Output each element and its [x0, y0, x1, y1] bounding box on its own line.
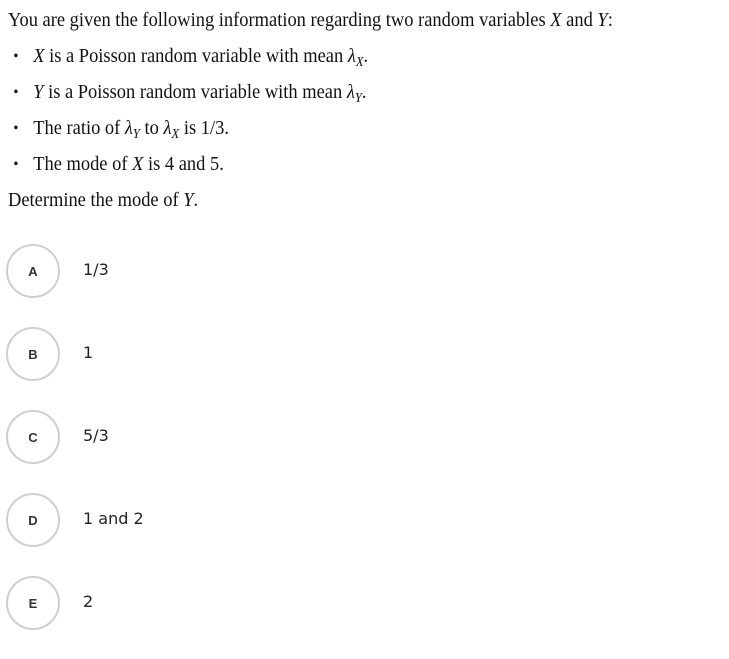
- bullet2-text: is a Poisson random variable with mean: [43, 81, 347, 103]
- variable-y: Y: [597, 9, 608, 31]
- bullet2-subscript: Y: [354, 91, 362, 106]
- bullet1-text: is a Poisson random variable with mean: [44, 45, 348, 67]
- bullet2-var: Y: [33, 81, 44, 103]
- bullet1-var: X: [33, 45, 45, 67]
- bullet-mode-x: [8, 146, 652, 182]
- bullet-icon: •: [13, 156, 19, 173]
- prompt-var: Y: [183, 189, 194, 211]
- option-letter-circle[interactable]: B: [6, 327, 60, 381]
- bullet-icon: •: [13, 120, 19, 137]
- option-b[interactable]: [6, 327, 406, 410]
- bullet3-subscript-x: X: [171, 127, 180, 142]
- and-text: and: [566, 9, 593, 31]
- option-e[interactable]: [6, 576, 406, 659]
- bullet1-subscript: X: [355, 55, 364, 70]
- option-d[interactable]: [6, 493, 406, 576]
- intro-colon: :: [607, 9, 613, 31]
- option-text[interactable]: 2: [83, 592, 94, 611]
- question-text: [8, 2, 652, 218]
- option-c[interactable]: [6, 410, 406, 493]
- lambda-symbol: λ: [346, 81, 355, 103]
- bullet3-post: is 1/3.: [179, 117, 229, 139]
- answer-options: [6, 244, 406, 659]
- question-intro: [8, 2, 652, 38]
- lambda-symbol: λ: [163, 117, 172, 139]
- option-text[interactable]: 1/3: [83, 260, 109, 279]
- option-letter-circle[interactable]: A: [6, 244, 60, 298]
- bullet-x-poisson: [8, 38, 652, 74]
- option-text[interactable]: 1 and 2: [83, 509, 144, 528]
- bullet2-end: .: [361, 81, 367, 103]
- option-text[interactable]: 1: [83, 343, 94, 362]
- bullet3-mid: to: [139, 117, 164, 139]
- bullet-icon: •: [13, 48, 19, 65]
- question-prompt: [8, 182, 652, 218]
- bullet4-var: X: [132, 153, 144, 175]
- option-letter-circle[interactable]: E: [6, 576, 60, 630]
- bullet-y-poisson: [8, 74, 652, 110]
- bullet4-pre: The mode of: [33, 153, 133, 175]
- prompt-end: .: [193, 189, 199, 211]
- bullet3-pre: The ratio of: [33, 117, 125, 139]
- intro-text: You are given the following information regarding two random variables: [8, 9, 546, 31]
- lambda-symbol: λ: [347, 45, 356, 67]
- bullet3-subscript-y: Y: [132, 127, 140, 142]
- bullet4-post: is 4 and 5.: [143, 153, 224, 175]
- bullet1-end: .: [363, 45, 369, 67]
- variable-x: X: [550, 9, 562, 31]
- prompt-text: Determine the mode of: [8, 189, 184, 211]
- bullet-icon: •: [13, 84, 19, 101]
- option-a[interactable]: [6, 244, 406, 327]
- option-letter-circle[interactable]: D: [6, 493, 60, 547]
- lambda-symbol: λ: [124, 117, 133, 139]
- option-letter-circle[interactable]: C: [6, 410, 60, 464]
- option-text[interactable]: 5/3: [83, 426, 109, 445]
- bullet-ratio: [8, 110, 652, 146]
